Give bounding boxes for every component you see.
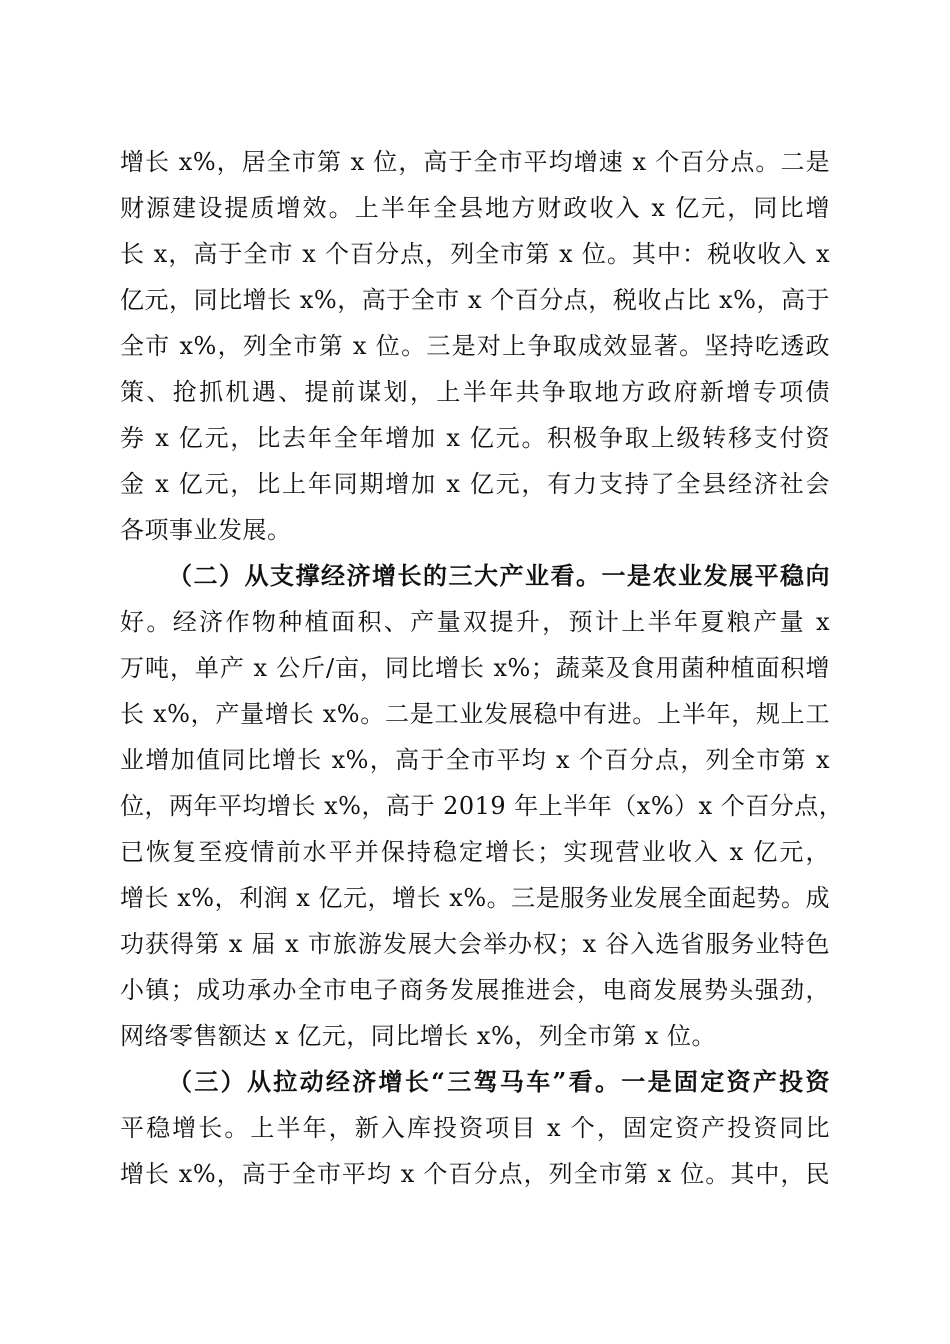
text-line: 位，两年平均增长 x%，高于 2019 年上半年（x%）x 个百分点， — [120, 792, 844, 820]
text-line: 长 x，高于全市 x 个百分点，列全市第 x 位。其中：税收收入 x — [120, 240, 830, 268]
text-line: 已恢复至疫情前水平并保持稳定增长；实现营业收入 x 亿元， — [120, 838, 830, 866]
text-line: 小镇；成功承办全市电子商务发展推进会，电商发展势头强劲， — [120, 976, 830, 1004]
text-line: 各项事业发展。 — [120, 516, 292, 544]
text-line: 策、抢抓机遇、提前谋划，上半年共争取地方政府新增专项债 — [120, 378, 830, 406]
text-line: 长 x%，产量增长 x%。二是工业发展稳中有进。上半年，规上工 — [120, 700, 830, 728]
text-line: 好。经济作物种植面积、产量双提升，预计上半年夏粮产量 x — [120, 608, 830, 636]
text-line: 万吨，单产 x 公斤/亩，同比增长 x%；蔬菜及食用菌种植面积增 — [120, 654, 830, 682]
text-line: 功获得第 x 届 x 市旅游发展大会举办权；x 谷入选省服务业特色 — [120, 930, 830, 958]
text-line: 全市 x%，列全市第 x 位。三是对上争取成效显著。坚持吃透政 — [120, 332, 830, 360]
text-line: 亿元，同比增长 x%，高于全市 x 个百分点，税收占比 x%，高于 — [120, 286, 830, 314]
text-line: 券 x 亿元，比去年全年增加 x 亿元。积极争取上级转移支付资 — [120, 424, 830, 452]
text-line: 增长 x%，高于全市平均 x 个百分点，列全市第 x 位。其中，民 — [120, 1160, 830, 1188]
text-line: 增长 x%，居全市第 x 位，高于全市平均增速 x 个百分点。二是 — [120, 148, 830, 176]
text-line: 增长 x%，利润 x 亿元，增长 x%。三是服务业发展全面起势。成 — [120, 884, 830, 912]
text-line: 网络零售额达 x 亿元，同比增长 x%，列全市第 x 位。 — [120, 1022, 717, 1050]
text-line: 财源建设提质增效。上半年全县地方财政收入 x 亿元，同比增 — [120, 194, 830, 222]
text-line: 平稳增长。上半年，新入库投资项目 x 个，固定资产投资同比 — [120, 1114, 830, 1142]
text-line: 金 x 亿元，比上年同期增加 x 亿元，有力支持了全县经济社会 — [120, 470, 830, 498]
section-heading-line: （三）从拉动经济增长“三驾马车”看。一是固定资产投资 — [168, 1067, 830, 1096]
text-line: 业增加值同比增长 x%，高于全市平均 x 个百分点，列全市第 x — [120, 746, 830, 774]
section-heading-line: （二）从支撑经济增长的三大产业看。一是农业发展平稳向 — [168, 561, 830, 590]
